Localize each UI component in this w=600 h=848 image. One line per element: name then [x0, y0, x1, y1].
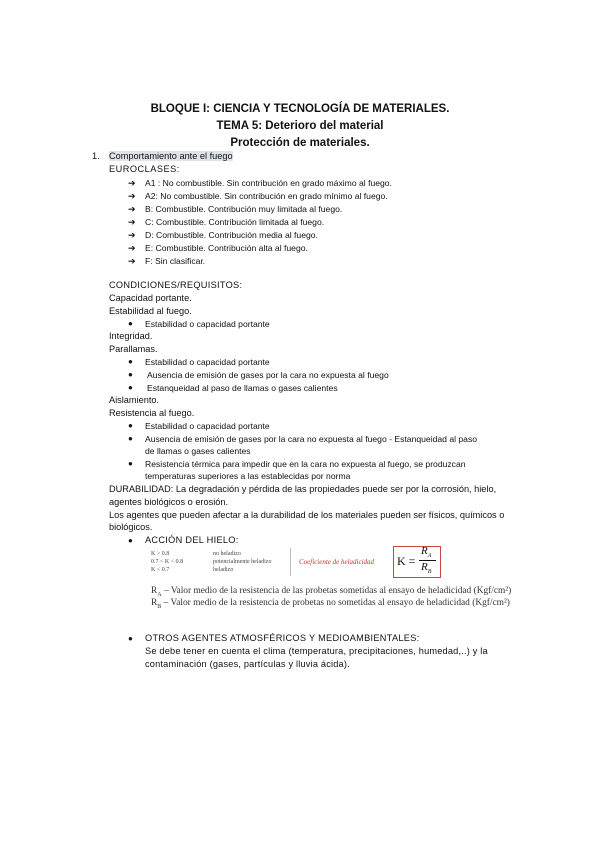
- list-item-text: D: Combustible. Contribución media al fuego.: [145, 230, 318, 240]
- conditions-heading: CONDICIONES/REQUISITOS:: [109, 280, 243, 290]
- otros-heading: OTROS AGENTES ATMOSFÉRICOS Y MEDIOAMBIENTALES:: [145, 633, 420, 643]
- list-item: [128, 256, 136, 267]
- integridad-label: Integridad.: [109, 331, 153, 341]
- rb-sub: B: [157, 603, 162, 610]
- ra-symbol: R: [151, 586, 158, 596]
- doc-title-block: BLOQUE I: CIENCIA Y TECNOLOGÍA DE MATERIALES.: [150, 103, 450, 115]
- arrow-right-icon: ➔: [128, 191, 136, 201]
- formula-den-sym: R: [421, 561, 428, 573]
- topic-title: TEMA 5: Deterioro del material: [216, 120, 384, 132]
- list-item-text: Ausencia de emisión de gases por la cara no expuesta al fuego: [147, 370, 389, 380]
- resistencia-label: Resistencia al fuego.: [109, 408, 195, 418]
- bullet-icon: ●: [128, 319, 133, 328]
- arrow-right-icon: ➔: [128, 217, 136, 227]
- list-item-text: Estabilidad o capacidad portante: [145, 319, 270, 329]
- capacidad-label: Capacidad portante.: [109, 293, 192, 303]
- list-item-text: A1 : No combustible. Sin contribución en grado máximo al fuego.: [145, 178, 392, 188]
- table-cell: 0.7 < K < 0.8: [151, 559, 184, 565]
- section-number: 1.: [92, 151, 100, 161]
- list-item: [128, 191, 136, 202]
- ra-definition: [151, 586, 511, 598]
- table-cell: K < 0.7: [151, 567, 170, 573]
- list-item-text: C: Combustible. Contribución limitada al fuego.: [145, 217, 325, 227]
- ra-sub: A: [157, 591, 162, 598]
- section-title: Comportamiento ante el fuego: [109, 151, 233, 161]
- list-item: [128, 178, 136, 189]
- durabilidad-line: biológicos.: [109, 522, 153, 532]
- bullet-icon: ●: [128, 634, 133, 643]
- durabilidad-line: Los agentes que pueden afectar a la durabilidad de los materiales pueden ser físicos, químicos o: [109, 510, 505, 520]
- hielo-heading: ACCIÓN DEL HIELO:: [145, 535, 239, 545]
- bullet-icon: ●: [128, 383, 133, 392]
- list-item-text: Resistencia térmica para impedir que en la cara no expuesta al fuego, se produzcan: [145, 459, 466, 469]
- euroclases-heading: EUROCLASES:: [109, 164, 180, 174]
- list-item-text: Estabilidad o capacidad portante: [145, 357, 270, 367]
- ra-text: – Valor medio de la resistencia de las probetas sometidas al ensayo de heladicidad (Kgf/cm²): [161, 586, 512, 596]
- divider: [290, 548, 291, 576]
- rb-definition: [151, 598, 510, 610]
- arrow-right-icon: ➔: [128, 256, 136, 266]
- formula-denominator: [421, 561, 431, 575]
- bullet-icon: ●: [128, 536, 133, 545]
- list-item-text: Ausencia de emisión de gases por la cara no expuesta al fuego - Estanqueidad al paso: [145, 434, 478, 444]
- formula-numerator: [421, 545, 431, 559]
- formula-den-sub: B: [427, 569, 432, 576]
- parallamas-label: Parallamas.: [109, 344, 158, 354]
- list-item-text: Estanqueidad al paso de llamas o gases calientes: [147, 383, 338, 393]
- coef-label: Coeficiente de heladicidad: [299, 558, 375, 566]
- table-cell: potencialmente heladizo: [213, 559, 272, 565]
- arrow-right-icon: ➔: [128, 230, 136, 240]
- list-item-text: temperaturas superiores a las establecidas por norma: [145, 471, 351, 481]
- arrow-right-icon: ➔: [128, 243, 136, 253]
- arrow-right-icon: ➔: [128, 204, 136, 214]
- bullet-icon: ●: [128, 421, 133, 430]
- bullet-icon: ●: [128, 357, 133, 366]
- rb-text: – Valor medio de la resistencia de probetas no sometidas al ensayo de heladicidad (Kgf/cm²): [161, 598, 510, 608]
- arrow-right-icon: ➔: [128, 178, 136, 188]
- list-item-text: A2: No combustible. Sin contribución en grado mínimo al fuego.: [145, 191, 388, 201]
- list-item-text: B: Combustible. Contribución muy limitada al fuego.: [145, 204, 343, 214]
- bullet-icon: ●: [128, 459, 133, 468]
- list-item: [128, 217, 136, 228]
- formula-num-sym: R: [421, 545, 428, 557]
- list-item-text: E: Combustible. Contribución alta al fuego.: [145, 243, 308, 253]
- list-item-text: Estabilidad o capacidad portante: [145, 421, 270, 431]
- table-cell: heladizo: [213, 567, 234, 573]
- otros-line: Se debe tener en cuenta el clima (temperatura, precipitaciones, humedad,..) y la: [145, 646, 488, 656]
- estabilidad-label: Estabilidad al fuego.: [109, 306, 192, 316]
- list-item-text: de llamas o gases calientes: [145, 446, 251, 456]
- list-item: [128, 230, 136, 241]
- rb-symbol: R: [151, 598, 158, 608]
- subtopic-title: Protección de materiales.: [230, 137, 370, 149]
- bullet-icon: ●: [128, 434, 133, 443]
- list-item: [128, 243, 136, 254]
- table-cell: no heladizo: [213, 551, 241, 557]
- aislamiento-label: Aislamiento.: [109, 395, 160, 405]
- durabilidad-line: DURABILIDAD: La degradación y pérdida de las propiedades puede ser por la corrosión, hielo,: [109, 484, 497, 494]
- table-cell: K > 0.8: [151, 551, 170, 557]
- durabilidad-line: agentes biológicos o erosión.: [109, 497, 229, 507]
- formula-num-sub: A: [427, 553, 432, 560]
- formula-k: K =: [397, 554, 416, 568]
- bullet-icon: ●: [128, 370, 133, 379]
- list-item-text: F: Sin clasificar.: [145, 256, 206, 266]
- otros-line: contaminación (gases, partículas y lluvia ácida).: [145, 659, 350, 669]
- list-item: [128, 204, 136, 215]
